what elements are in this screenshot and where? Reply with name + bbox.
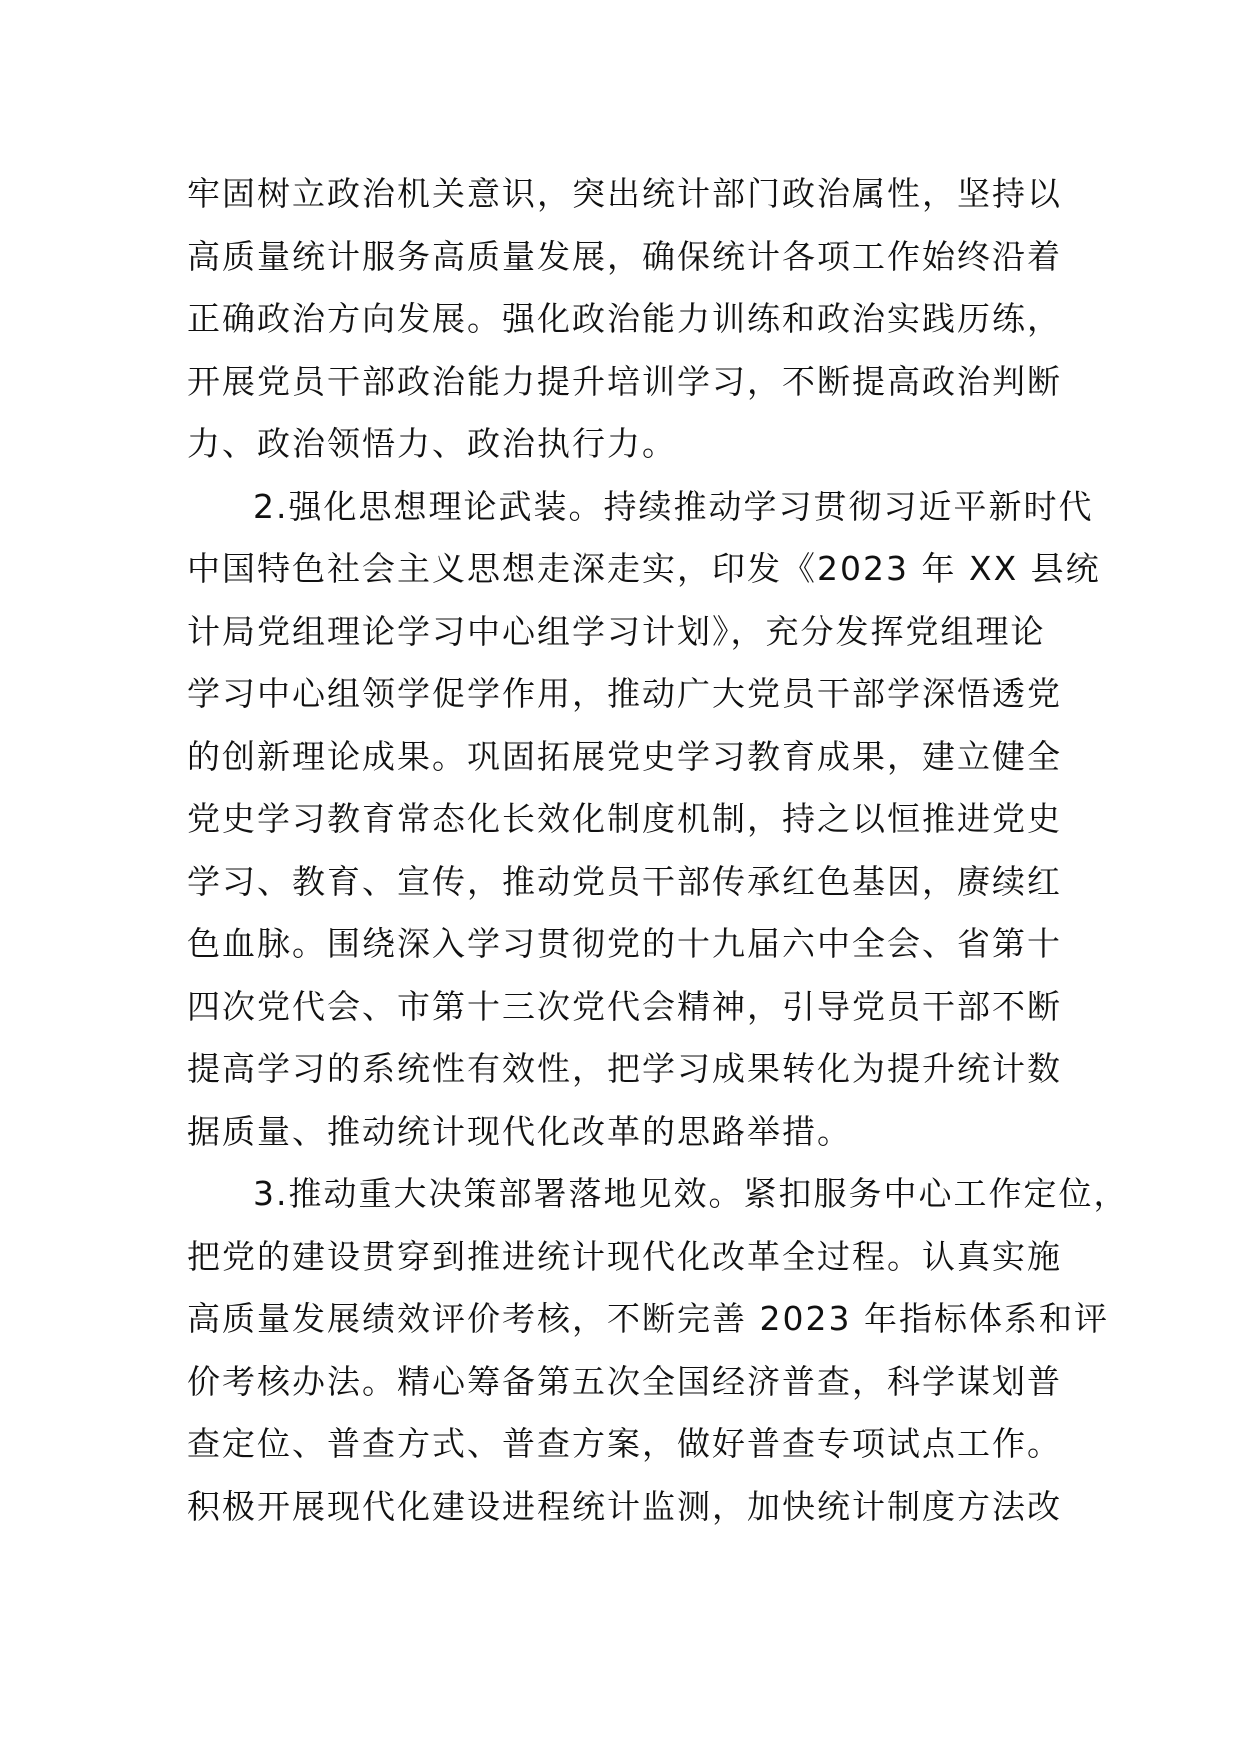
text-line: 牢固树立政治机关意识，突出统计部门政治属性，坚持以	[187, 174, 1062, 213]
text-line: 把党的建设贯穿到推进统计现代化改革全过程。认真实施	[187, 1236, 1062, 1276]
text-line: 提高学习的系统性有效性，把学习成果转化为提升统计数	[187, 1049, 1062, 1088]
text-line: 查定位、普查方式、普查方案，做好普查专项试点工作。	[187, 1424, 1062, 1463]
text-line: 中国特色社会主义思想走深走实，印发《2023 年 XX 县统	[187, 549, 1101, 588]
text-line: 的创新理论成果。巩固拓展党史学习教育成果，建立健全	[187, 736, 1062, 776]
text-line: 正确政治方向发展。强化政治能力训练和政治实践历练，	[187, 299, 1062, 338]
text-line: 价考核办法。精心筹备第五次全国经济普查，科学谋划普	[187, 1361, 1062, 1401]
text-line-first: 3.推动重大决策部署落地见效。紧扣服务中心工作定位，	[253, 1174, 1129, 1213]
paragraph-3	[187, 1163, 1129, 1538]
text-line: 积极开展现代化建设进程统计监测，加快统计制度方法改	[187, 1486, 1062, 1526]
text-line: 计局党组理论学习中心组学习计划》，充分发挥党组理论	[187, 611, 1046, 651]
text-line: 学习、教育、宣传，推动党员干部传承红色基因，赓续红	[187, 861, 1062, 901]
paragraph-2	[187, 476, 1101, 1164]
text-line-first: 2.强化思想理论武装。持续推动学习贯彻习近平新时代	[253, 486, 1094, 526]
paragraph-1	[187, 163, 1067, 476]
text-line: 色血脉。围绕深入学习贯彻党的十九届六中全会、省第十	[187, 924, 1062, 963]
text-line: 高质量发展绩效评价考核，不断完善 2023 年指标体系和评	[187, 1299, 1109, 1338]
text-line: 开展党员干部政治能力提升培训学习，不断提高政治判断	[187, 361, 1062, 401]
document-body	[187, 163, 1129, 1538]
text-line: 四次党代会、市第十三次党代会精神，引导党员干部不断	[187, 986, 1062, 1026]
text-line: 学习中心组领学促学作用，推动广大党员干部学深悟透党	[187, 674, 1062, 713]
text-line: 力、政治领悟力、政治执行力。	[187, 424, 677, 463]
text-line: 党史学习教育常态化长效化制度机制，持之以恒推进党史	[187, 799, 1062, 838]
text-line: 高质量统计服务高质量发展，确保统计各项工作始终沿着	[187, 236, 1062, 276]
text-line: 据质量、推动统计现代化改革的思路举措。	[187, 1111, 852, 1151]
